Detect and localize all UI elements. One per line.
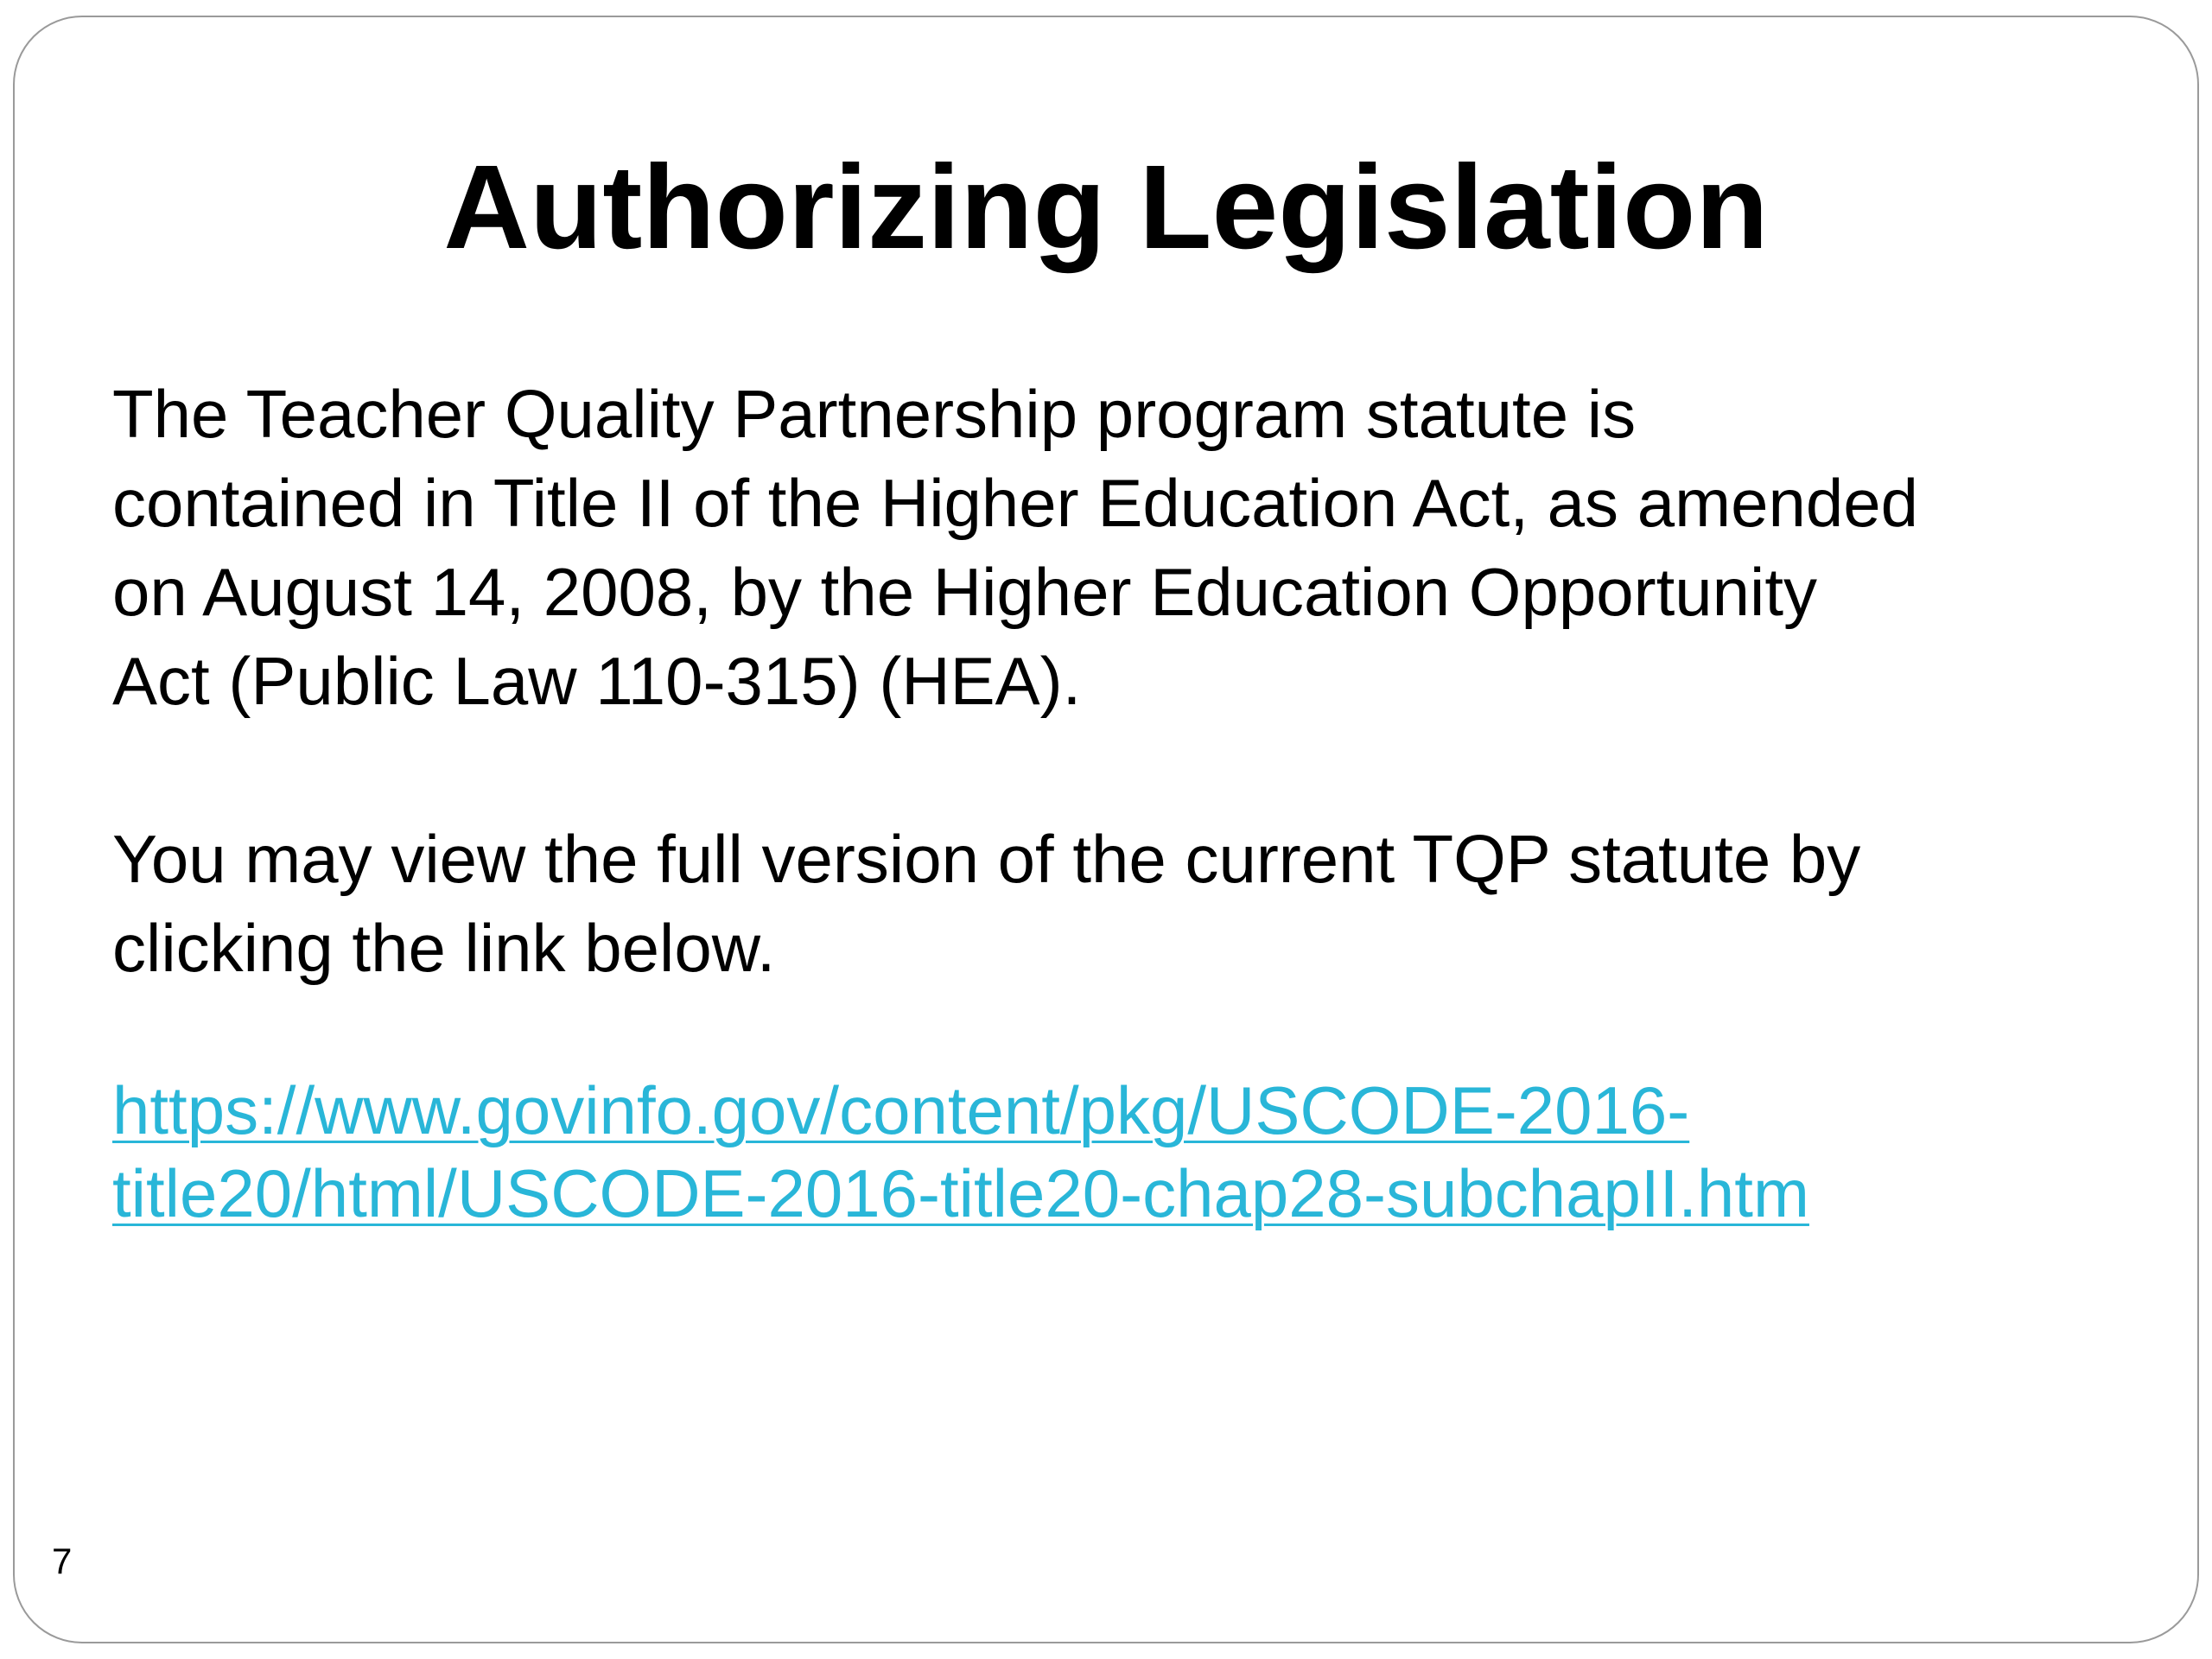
statute-paragraph xyxy=(112,370,2126,726)
view-line-2: clicking the link below. xyxy=(112,910,776,986)
view-statute-paragraph xyxy=(112,815,2126,993)
statute-line-4: Act (Public Law 110-315) (HEA). xyxy=(112,643,1082,719)
page-number: 7 xyxy=(52,1541,73,1581)
statute-link-line-2[interactable]: title20/html/USCODE-2016-title20-chap28-subchapII.htm xyxy=(112,1155,1809,1231)
statute-line-1: The Teacher Quality Partnership program statute is xyxy=(112,376,1637,452)
statute-link-line-1[interactable]: https://www.govinfo.gov/content/pkg/USCODE-2016- xyxy=(112,1072,1690,1148)
statute-line-2: contained in Title II of the Higher Education Act, as amended xyxy=(112,465,1918,541)
view-line-1: You may view the full version of the current TQP statute by xyxy=(112,821,1861,897)
statute-link[interactable] xyxy=(112,1072,1809,1231)
statute-link-block xyxy=(112,1069,2126,1235)
statute-line-3: on August 14, 2008, by the Higher Education Opportunity xyxy=(112,554,1818,630)
slide-title: Authorizing Legislation xyxy=(443,141,1769,274)
